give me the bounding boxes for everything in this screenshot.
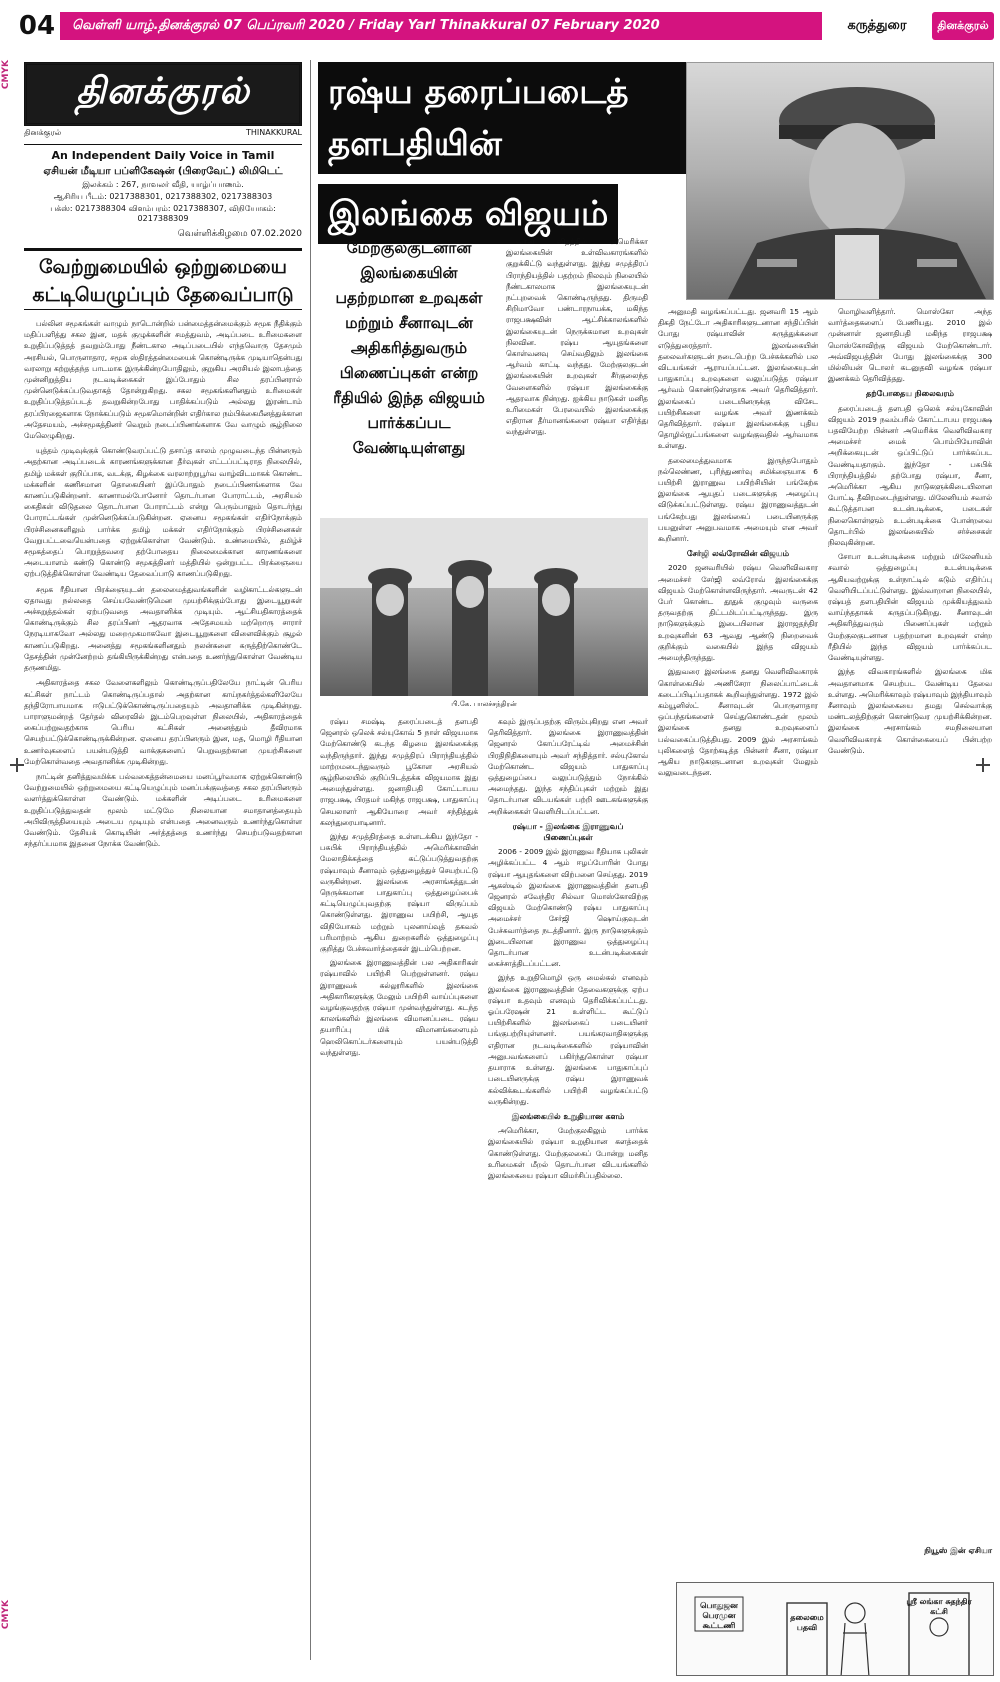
masthead bbox=[24, 62, 302, 240]
article-paragraph: இந்த உறுதிமொழி ஒரு மைல்கல் எனவும் இலங்கை இராணுவத்தின் தேவைகளுக்கு ஏற்ப ரஷ்யா உதவும் எனவும் தெரிவிக்கப்பட்டது. ஓப்பரேஷன் 21 உள்ளிட்ட கூட்டுப் பயிற்சிகளில் இலங்கைப் படையினர் பங்குபற்றியுள்ளனர். பயங்கரவாதிகளுக்கு எதிரான நடவடிக்கைகளில் ரஷ்யாவின் அனுபவங்களைப் பகிர்ந்துகொள்ள ரஷ்யா தயாராக உள்ளது. இலங்கை பாதுகாப்புப் படையினருக்கு ரஷ்ய இராணுவக் கல்விக்கூடங்களில் பயிற்சி வழங்கப்பட்டு வருகின்றது. bbox=[488, 973, 648, 1106]
article-column-d bbox=[828, 306, 992, 1542]
article-byline: நியூஸ் இன் ஏசியா bbox=[924, 1546, 992, 1555]
cmyk-mark-bottom: CMYK bbox=[1, 1600, 11, 1630]
masthead-tagline: An Independent Daily Voice in Tamil bbox=[24, 144, 302, 162]
masthead-publisher: ஏசியன் மீடியா பப்ளிகேஷன் (பிரைவேட்) லிமிடெட் bbox=[43, 166, 283, 177]
article-paragraph: கவும் இருப்பதற்கு விரும்புகிறது என அவர் தெரிவித்தார். இலங்கை இராணுவத்தின் ஜெனரல் கோப்பரேட்டிவ் அமைச்சின் பிரதிநிதிகளையும் அவர் சந்தித்தார். சல்யுகோவ் மேற்கொண்ட விஜயம் பாதுகாப்பு ஒத்துழைப்பை வலுப்படுத்தும் நோக்கில் அமைந்தது. இந்த சந்திப்புகள் மற்றும் இது தொடர்பான விடயங்கள் பற்றி ஊடகங்களுக்கு அறிக்கைகள் வெளியிடப்பட்டன. bbox=[488, 717, 648, 816]
article-paragraph: தரைப்படைத் தளபதி ஒலெக் சல்யுகோவின் விஜயம் 2019 நவம்பரில் கோட்டாபய ராஜபக்ஷ பதவியேற்ற பின்னர் அமெரிக்க வெளிவிவகார அமைச்சர் மைக் பொம்பியோவின் அறிக்கையுடன் ஒப்பிட்டுப் பார்க்கப்பட வேண்டியதாகும். இந்தோ - பசுபிக் பிராந்தியத்தில் தற்போது ரஷ்யா, சீனா, அமெரிக்கா ஆகிய நாடுகளுக்கிடையிலான போட்டி தீவிரமடைந்துள்ளது. மிலேனியம் சவால் கூட்டுத்தாபன உடன்படிக்கை, படைகள் நிலைகொள்ளும் உடன்படிக்கை போன்றவை தொடர்பில் இலங்கையில் சர்ச்சைகள் நிலவுகின்றன. bbox=[828, 403, 992, 548]
headline-line-1: ரஷ்ய தரைப்படைத் தளபதியின் bbox=[318, 62, 686, 174]
article-paragraph: இந்து சமுத்திரத்தை உள்ளடக்கிய இந்தோ - பசுபிக் பிராந்தியத்தில் அமெரிக்காவின் மேலாதிக்கத்தை கட்டுப்படுத்துவதற்கு ரஷ்யாவும் சீனாவும் ஒத்துழைத்துச் செயற்பட்டு வருகின்றன. இலங்கை அரசாங்கத்துடன் நெருக்கமான பாதுகாப்பு ஒத்துழைப்பைக் கட்டியெழுப்புவதற்கு ரஷ்யா விருப்பம் கொண்டுள்ளது. இராணுவ பயிற்சி, ஆயுத விநியோகம் மற்றும் புலனாய்வுத் தகவல் பரிமாற்றம் ஆகிய துறைகளில் ஒத்துழைப்பு குறித்து பேச்சுவார்த்தைகள் இடம்பெற்றன. bbox=[320, 832, 478, 954]
political-cartoon bbox=[676, 1582, 994, 1676]
masthead-fax: பக்ஸ்: 0217388304 விளம்பரம்: 0217388307, விநியோகம்: 0217388309 bbox=[50, 204, 276, 223]
editorial-paragraph: பல்லின சமூகங்கள் வாழும் நாடொன்றில் பன்மைத்தன்மைக்கும் சமூக நீதிக்கும் மதிப்பளித்து சகல இன, மதக் குழுக்களின் சமத்துவம், அடிப்படை உரிமைகளை உறுதிப்படுத்தத் தவறும்போது நீண்டகால அடிப்படையில் எந்தவொரு தேசமும் அரசியல், பொருளாதார, சமூக ஸ்திரத்தன்மையைக் கொண்டிருக்க முடியாதென்பது வரலாறு கற்றுத்தந்த பாடமாக இருக்கின்றபோதிலும், குறுகிய அரசியல் இலாபத்தை முன்னிறுத்திய நடவடிக்கைகள் இப்போதும் சில தரப்பினரால் முன்னெடுக்கப்படுவதாகத் தோன்றுகிறது. சகல சமூகங்களினதும் உரிமைகள் உறுதிப்படுத்தப்படத் தவறுகின்றபோது பாதிக்கப்படும் அல்லது இரண்டாம் தரப்பிரஜைகளாக நோக்கப்படும் சமூகமொன்றின் எதிர்கால நம்பிக்கையீனத்துக்கான அதேசமயம், அச்சமூகத்தினர் வெறும் நடைப்பிணங்களாக வே வாழும் சூழ்நிலை மேலெழுகிறது. bbox=[24, 319, 302, 441]
article-paragraph: இலங்கை இராணுவத்தின் பல அதிகாரிகள் ரஷ்யாவில் பயிற்சி பெற்றுள்ளனர். ரஷ்ய இராணுவக் கல்லூரிகளில் இலங்கை அதிகாரிகளுக்கு மேலும் பயிற்சி வாய்ப்புகளை வழங்குவதற்கு ரஷ்யா முன்வந்துள்ளது. கடந்த காலங்களில் இலங்கை விமானப்படை ரஷ்ய தயாரிப்பு மிக் விமானங்களையும் ஹெலிகொப்டர்களையும் பயன்படுத்தி வந்துள்ளது. bbox=[320, 958, 478, 1057]
masthead-phone: ஆசிரிய பீடம்: 0217388301, 0217388302, 0217388303 bbox=[53, 192, 273, 201]
column-divider bbox=[310, 60, 311, 1660]
article-paragraph: இதுவரை இலங்கை தனது வெளிவிவகாரக் கொள்கையில் அணிசேரா நிலைப்பாட்டைக் கடைப்பிடிப்பதாகக் கூறிவந்துள்ளது. 1972 இல் கம்யூனிஸ்ட் சீனாவுடன் பொருளாதார ஒப்பந்தங்களைச் செய்துகொண்டதன் மூலம் இலங்கை தனது உறவுகளைப் பல்வகைப்படுத்தியது. 2009 இல் அரசாங்கம் புலிகளைத் தோற்கடித்த பின்னர் சீனா, ரஷ்யா ஆகிய நாடுகளுடனான உறவுகள் மேலும் வலுவடைந்தன. bbox=[658, 667, 818, 778]
masthead-sub-left: தினக்குரல் bbox=[24, 128, 62, 137]
article-headline bbox=[318, 62, 686, 234]
cmyk-print-strip bbox=[0, 40, 12, 1680]
article-column-c bbox=[658, 306, 818, 1572]
russian-general-photo bbox=[686, 62, 994, 300]
article-paragraph: தலைமைத்துவமாக இருந்தபோதும் நல்லெண்ண, புரிந்துணர்வு சமிக்ஞையாக 6 பயிற்சி இராணுவ பயிற்சியின் பங்கேற்க இலங்கை ஆயுதப் படைகளுக்கு அழைப்பு விடுக்கப்பட்டுள்ளது. ரஷ்ய இராணுவத்துடன் பங்கேற்பது இலங்கைப் படையினருக்கு பயனுள்ள அனுபவமாக அமையும் என அவர் கூறினார். bbox=[658, 455, 818, 544]
article-paragraph: அமெரிக்கா, மேற்குலகிலும் பார்க்க இலங்கையில் ரஷ்யா உறுதியான களத்தைக் கொண்டுள்ளது. மேற்குலகைப் போன்று மனித உரிமைகள் மீறல் தொடர்பான விடயங்களில் இலங்கையை ரஷ்யா விமர்சிப்பதில்லை. bbox=[488, 1126, 648, 1180]
general-portrait-illustration bbox=[687, 63, 994, 300]
masthead-address: இலக்கம் : 267, நாவலர் வீதி, யாழ்ப்பாணம். bbox=[82, 180, 244, 189]
cartoon-label-right: ஸ்ரீ லங்கா சுதந்திர கட்சி bbox=[906, 1597, 972, 1616]
subheading: சேர்ஜி லவ்ரோவின் விஜயம் bbox=[686, 549, 790, 559]
photo-caption: பி.கே. பாலச்சந்திரன் bbox=[451, 700, 517, 708]
article-column-b bbox=[488, 716, 648, 1660]
article-column-a-bottom bbox=[320, 716, 478, 1660]
parade-illustration bbox=[320, 518, 648, 696]
masthead-logo: தினக்குரல் bbox=[24, 62, 302, 126]
subheading: தற்போதைய நிலைவரம் bbox=[866, 389, 954, 399]
headline-line-2: இலங்கை விஜயம் bbox=[318, 184, 618, 244]
article-paragraph: மொழிவளித்தார். மொஸ்கோ அந்த வார்த்தைகளைப் பேணியது. 2010 இல் முன்னாள் ஜனாதிபதி மகிந்த ராஜபக்ஷ மொஸ்கோவிற்கு விஜயம் மேற்கொண்டார். அவ்விஜயத்தின் போது இலங்கைக்கு 300 மில்லியன் டொலர் கடனுதவி வழங்க ரஷ்யா இணக்கம் தெரிவித்தது. bbox=[828, 307, 992, 384]
military-parade-photo bbox=[320, 518, 648, 696]
brand-logo-small: தினக்குரல் bbox=[932, 12, 994, 40]
editorial-paragraph: சமூக ரீதியான பிரக்ஞையுடன் தலைமைத்துவங்களின் வழிகாட்டல்களுடன் ஏதாவது நல்லதை செய்யவேண்டுமென முயற்சிக்கும்போது இடையூறுகள் அச்சுறுத்தல்கள் ஏற்படுவதை அவதானிக்க முடியும். ஆட்சியதிகாரத்தைக் கொண்டிருக்கும் சில தரப்பினர் ஆதரவாக அதேசமயம் மற்றொரு சாரார் நேரடியாகவோ அல்லது மறைமுகமாகவோ இடையூறுகளை விளைவிக்கும் சூழல் காணப்படுகிறது. அனைத்து சமூகங்களினதும் நலன்களை கருத்திற்கொண்டே தேசத்தின் முன்னேற்றம் தங்கியிருக்கின்றது என்பதை உணர்ந்துகொள்ள வேண்டிய தருணமிது. bbox=[24, 584, 302, 673]
header-date-band: வெள்ளி யாழ்.தினக்குரல் 07 பெப்ரவரி 2020 / Friday Yarl Thinakkural 07 February 2020 bbox=[60, 12, 822, 40]
article-column-a-top bbox=[506, 236, 648, 510]
masthead-logo-subrow bbox=[24, 128, 302, 138]
cartoon-label-door: தலைமை பதவி bbox=[790, 1613, 824, 1632]
page-number: 04 bbox=[18, 11, 56, 41]
section-label: கருத்துரை bbox=[847, 18, 907, 33]
article-paragraph: வான விதத்தில் அமெரிக்கா இலங்கையின் உள்விவகாரங்களில் குறுக்கிட்டு வந்துள்ளது. இந்து சமுத்திரப் பிராந்தியத்தில் பதற்றம் நிலவும் நிலையில் நீண்டகாலமாக இலங்கையுடன் நட்புறவைக் கொண்டிருந்தது. திருமதி சிறிமாவோ பண்டாரநாயக்க, மகிந்த ராஜபக்ஷவின் ஆட்சிக்காலங்களில் இலங்கையுடன் நெருக்கமான உறவுகள் நிலவின. ரஷ்ய ஆயுதங்களை கொள்வனவு செய்வதிலும் இலங்கை ஆர்வம் காட்டி வந்தது. மேற்குலகுடன் இலங்கையின் உறவுகள் சீர்குலைந்த வேளைகளில் ரஷ்யா இலங்கைக்கு ஆதரவாக நின்றது. ஐக்கிய நாடுகள் மனித உரிமைகள் பேரவையில் இலங்கைக்கு எதிரான தீர்மானங்களை ரஷ்யா எதிர்த்து வந்துள்ளது. bbox=[506, 237, 648, 437]
editorial-title: வேற்றுமையில் ஒற்றுமையை கட்டியெழுப்பும் தேவைப்பாடு bbox=[24, 248, 302, 310]
article-paragraph: ரஷ்ய சமஷ்டி தரைப்படைத் தளபதி ஜெனரல் ஒலெக் சல்யுகோவ் 5 நாள் விஜயமாக மேற்கொண்டு கடந்த கிழமை இலங்கைக்கு வந்திருந்தார். இந்து சமுத்திரப் பிராந்தியத்தில் மாற்றமடைந்துவரும் பூகோள அரசியல் சூழ்நிலையில் குறிப்பிடத்தக்க விஜயமாக இது அமைந்துள்ளது. ஜனாதிபதி கோட்டாபய ராஜபக்ஷ, பிரதமர் மகிந்த ராஜபக்ஷ, பாதுகாப்பு செயலாளர் ஆகியோரை அவர் சந்தித்துக் கலந்துரையாடினார். bbox=[320, 717, 478, 827]
editorial-paragraph: அதிகாரத்தை சகல வேளைகளிலும் கொண்டிருப்பதிலேயே நாட்டின் பெரிய கட்சிகள் நாட்டம் கொண்டிருப்பதால் அதற்கான காய்நகர்த்தல்களிலேயே தந்திரோபாயமாக ஈடுபட்டுக்கொண்டிருப்பதையும் அவதானிக்க முடிகின்றது. பாராளுமன்றத் தேர்தல் விரைவில் இடம்பெறவுள்ள நிலையில், அதிகாரத்தைக் கைப்பற்றுவதற்காக பெரிய கட்சிகள் அனைத்தும் தீவிரமாக செயற்பட்டுக்கொண்டிருக்கின்றன. ஏனைய தரப்பினரும் இன, மத, மொழி ரீதியான உணர்வுகளைப் பயன்படுத்தி வாக்குகளைப் பெறுவதற்கான முயற்சிகளை மேற்கொள்வதை அவதானிக்க முடிகின்றது. bbox=[24, 678, 302, 766]
subheading: ரஷ்யா - இலங்கை இராணுவப் பிணைப்புகள் bbox=[512, 821, 624, 843]
pull-quote: மேற்குலகுடனான இலங்கையின் பதற்றமான உறவுகள் மற்றும் சீனாவுடன் அதிகரித்துவரும் பிணைப்புகள் என்ற ரீதியில் இந்த விஜயம் பார்க்கப்பட வேண்டியுள்ளது bbox=[333, 239, 485, 457]
article-paragraph: 2006 - 2009 இல் இராணுவ ரீதியாக புலிகள் அழிக்கப்பட்ட 4 ஆம் ஈழப்போரின் போது ரஷ்யா ஆயுதங்களை விற்பனை செய்தது. 2019 ஆகஸ்டில் இலங்கை இராணுவத்தின் தளபதி ஜெனரல் சவேந்திர சில்வா மொஸ்கோவிற்கு விஜயம் மேற்கொண்டு ரஷ்ய பாதுகாப்பு அமைச்சர் சேர்ஜி ஷொய்குவுடன் பேச்சுவார்த்தை நடத்தினார். இரு நாடுகளுக்கும் இடையிலான இராணுவ ஒத்துழைப்பு தொடர்பான உடன்படிக்கைகள் கைச்சாத்திடப்பட்டன. bbox=[488, 847, 648, 969]
article-paragraph: அனுமதி வழங்கப்பட்டது. ஜனவரி 15 ஆம் திகதி நேட்டோ அதிகாரிகளுடனான சந்திப்பின் போது ரஷ்யாவின் கருத்துக்களை எடுத்துரைத்தார். இலங்கையின் தலைவர்களுடன் நடைபெற்ற பேச்சுக்களில் பல விடயங்கள் ஆராயப்பட்டன. இலங்கையுடன் பாதுகாப்பு உறவுகளை வலுப்படுத்த ரஷ்யா ஆர்வம் கொண்டுள்ளதாக அவர் தெரிவித்தார். இலங்கைப் படையினருக்கு விசேட பயிற்சிகளை வழங்க அவர் இணக்கம் தெரிவித்தார். ரஷ்யா இலங்கைக்கு புதிய தொழில்நுட்பங்களை வழங்குவதில் ஆர்வமாக உள்ளது. bbox=[658, 307, 818, 451]
editorial-paragraph: நாட்டின் தனித்துவமிக்க பல்வகைத்தன்மையை மனப்பூர்வமாக ஏற்றுக்கொண்டு வேற்றுமையில் ஒற்றுமையை கட்டியெழுப்பும் மனப்பக்குவத்தை சகல தரப்பினரும் வளர்த்துக்கொள்ள வேண்டும். மக்களின் அடிப்படை உரிமைகளை உறுதிப்படுத்துவதன் மூலம் மட்டுமே நிலையான சமாதானத்தையும் அபிவிருத்தியையும் அடைய முடியும் என்பதை அனைவரும் உணர்ந்துகொள்ள வேண்டும். தேசியக் கொடியின் அர்த்தத்தை உணர்ந்து செயற்படுவதற்கான சந்தர்ப்பமாக இதனை நோக்க வேண்டும். bbox=[24, 771, 302, 849]
article-paragraph: சோபா உடன்படிக்கை மற்றும் மிலேனியம் சவால் ஒத்துழைப்பு உடன்படிக்கை ஆகியவற்றுக்கு உள்நாட்டில் கடும் எதிர்ப்பு வெளியிடப்பட்டுள்ளது. இவ்வாறான நிலையில், ரஷ்யத் தளபதியின் விஜயம் முக்கியத்துவம் வாய்ந்ததாகக் கருதப்படுகிறது. சீனாவுடன் அதிகரித்துவரும் பிணைப்புகள் மற்றும் மேற்குலகுடனான பதற்றமான உறவுகள் என்ற ரீதியில் இந்த விஜயம் பார்க்கப்பட வேண்டியுள்ளது. bbox=[828, 552, 992, 663]
article-paragraph: 2020 ஜனவரியில் ரஷ்ய வெளிவிவகார அமைச்சர் சேர்ஜி லவ்ரோவ் இலங்கைக்கு விஜயம் மேற்கொள்ளவிருந்தார். அவருடன் 42 பேர் கொண்ட தூதுக் குழுவும் வருகை தருவதற்கு திட்டமிடப்பட்டிருந்தது. இரு நாடுகளுக்கும் இடையிலான இராஜதந்திர உறவுகளின் 63 ஆவது ஆண்டு நிறைவைக் குறிக்கும் வகையில் இந்த விஜயம் அமைந்திருந்தது. bbox=[658, 563, 818, 663]
editorial-paragraph: யுத்தம் முடிவுக்குக் கொண்டுவரப்பட்டு தசாப்த காலம் முழுவடைந்த பின்னரும் அதற்கான அடிப்படைக் காரணங்களுக்கான தீர்வுகள் எட்டப்பட்டிராத நிலையில், தமிழ் மக்கள் குறிப்பாக, வடக்கு, கிழக்கை வரலாற்றுபூர்வ வாழ்விடமாகக் கொண்ட மக்களின் கணிசமான தொகையினர் இப்போதும் நடைப்பிணங்களாக வே காணப்படுகின்றனர். காணாமல்போனோர் தொடர்பான போராட்டம், அரசியல் கைதிகள் விடுதலை தொடர்பான போராட்டம் என்று பெரும்பாலும் தொடர்ந்து போராட்டங்கள் முன்னெடுக்கப்படுகின்றன. ஏனைய சமூகங்கள் எதிர்நோக்கும் பிரச்சினைகளிலும் பார்க்க தமிழ் மக்கள் எதிர்நோக்கும் பிரச்சினைகள் வேறுபட்டவையென்பதை ஏற்றுக்கொள்ள வேண்டும். உண்மையில், தமிழ்ச் சமூகத்தைப் பொறுத்தவரை தற்போதைய நிலைமைக்கான காரணங்களை அடையாளம் கண்டு கொண்டு சமூகத்தினர் மத்தியில் ஒன்றுபட்ட பிரக்ஞையை ஏற்படுத்திக்கொள்ள வேண்டிய தேவைப்பாடு காணப்படுகிறது. bbox=[24, 446, 302, 579]
article-paragraph: இந்த விவகாரங்களில் இலங்கை மிக அவதானமாக செயற்பட வேண்டிய தேவை உள்ளது. அமெரிக்காவும் ரஷ்யாவும் இந்தியாவும் சீனாவும் இலங்கையை தமது செல்வாக்கு மண்டலத்திற்குள் கொண்டுவர முயற்சிக்கின்றன. இலங்கை அரசாங்கம் சமநிலையான வெளிவிவகாரக் கொள்கையைப் பின்பற்ற வேண்டும். bbox=[828, 667, 992, 755]
editorial-body bbox=[24, 318, 302, 1660]
masthead-date: வெள்ளிக்கிழமை 07.02.2020 bbox=[177, 229, 302, 239]
masthead-sub-right: THINAKKURAL bbox=[245, 128, 302, 137]
cmyk-mark-top: CMYK bbox=[1, 60, 11, 90]
cartoon-label-left: பொதுஜன பெரமுன கூட்டணி bbox=[700, 1601, 738, 1630]
subheading: இலங்கையில் உறுதியான களம் bbox=[511, 1111, 625, 1121]
page-header bbox=[14, 6, 994, 46]
registration-mark-left bbox=[10, 758, 24, 772]
